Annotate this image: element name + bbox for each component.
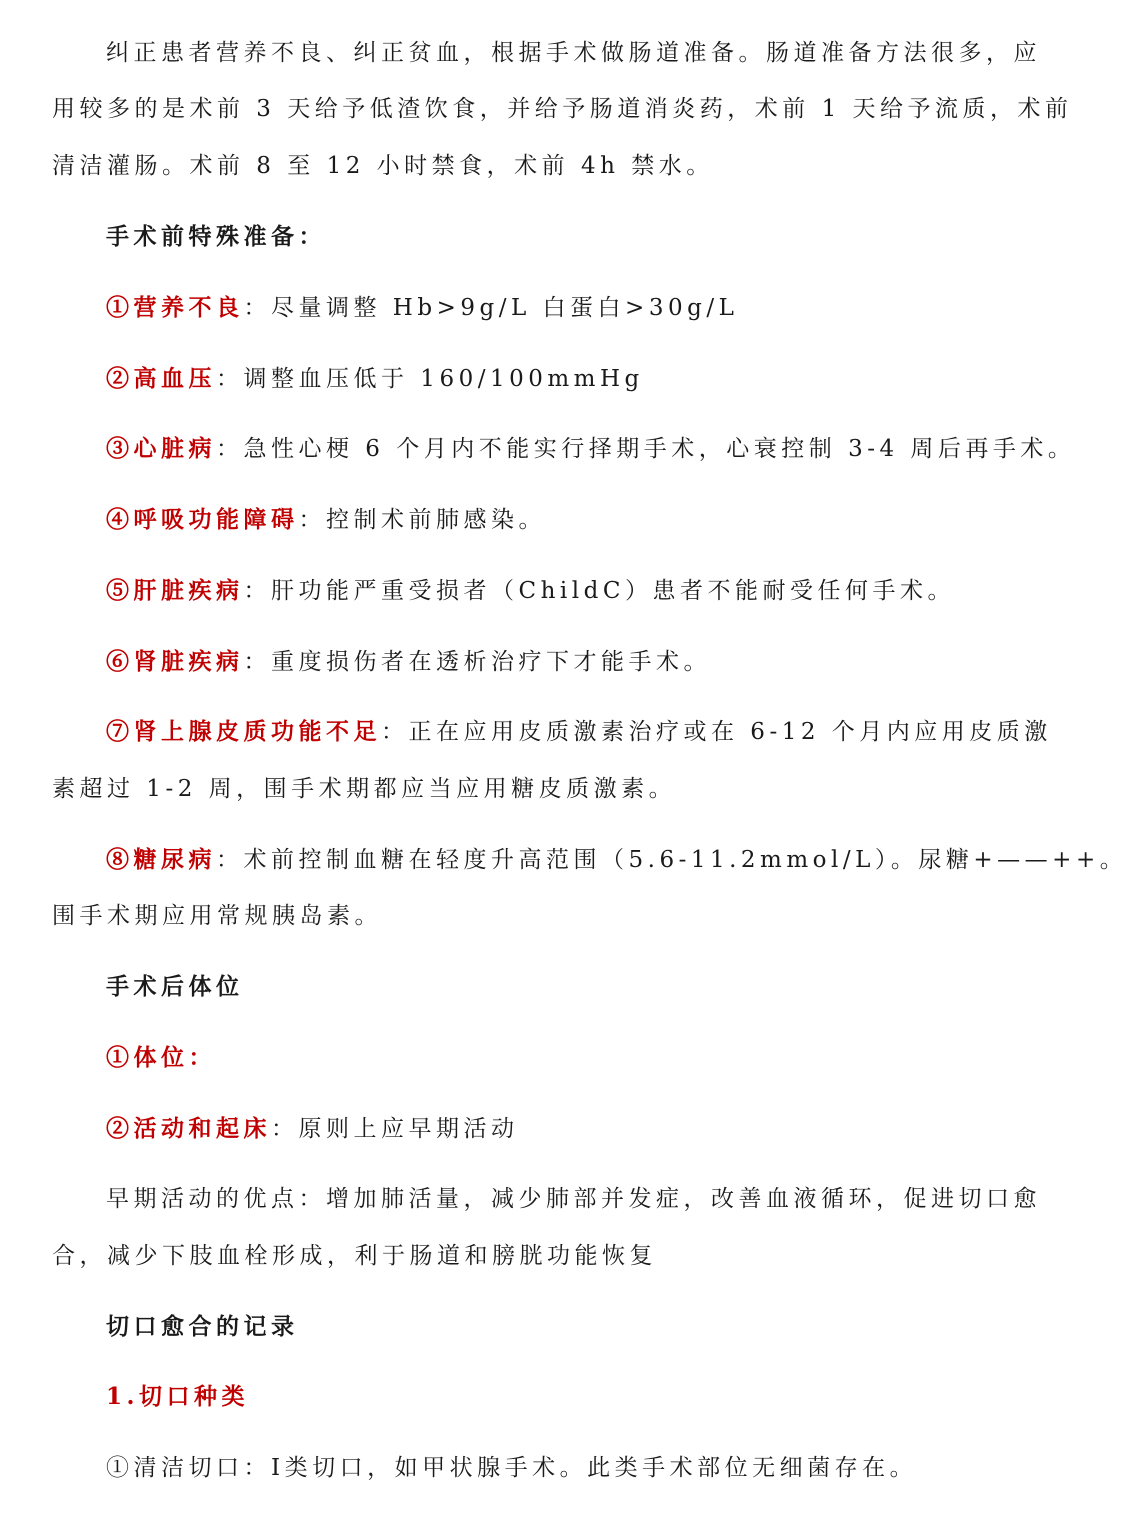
prep-item-heart-disease: [106, 434, 1076, 464]
prep-item-label: ①营养不良: [106, 294, 244, 321]
prep-item-label: ④呼吸功能障碍: [106, 506, 299, 533]
healing-item-text: Ⅰ类切口，如甲状腺手术。此类手术部位无细菌存在。: [271, 1455, 918, 1481]
prep-item-kidney: [106, 647, 1032, 677]
special-prep-heading: 手术前特殊准备：: [106, 223, 326, 250]
postop-item-position: [106, 1043, 1032, 1073]
prep-item-text: ：肝功能严重受损者（ChildC）患者不能耐受任何手术。: [243, 578, 955, 604]
postop-heading: 手术后体位: [106, 973, 244, 1000]
prep-item-diabetes-cont: 围手术期应用常规胰岛素。: [52, 903, 382, 929]
prep-item-hypertension: [106, 364, 1032, 394]
prep-item-label: ⑥肾脏疾病: [106, 648, 244, 675]
prep-item-adrenal-cont: 素超过 1-2 周，围手术期都应当应用糖皮质激素。: [52, 776, 677, 802]
prep-item-text: ：重度损伤者在透析治疗下才能手术。: [243, 649, 711, 675]
postop-item-text: ：原则上应早期活动: [271, 1116, 519, 1142]
prep-item-text: ：正在应用皮质激素治疗或在 6-12 个月内应用皮质激: [381, 719, 1052, 745]
advantages-line-2: 合，减少下肢血栓形成，利于肠道和膀胱功能恢复: [52, 1243, 657, 1269]
healing-heading: 切口愈合的记录: [106, 1313, 299, 1340]
prep-item-adrenal: [106, 717, 1052, 747]
prep-item-text: ：控制术前肺感染。: [298, 507, 546, 533]
prep-item-label: ⑦肾上腺皮质功能不足: [106, 718, 381, 745]
healing-subheading: 1.切口种类: [106, 1383, 250, 1410]
postop-item-activity: [106, 1114, 1032, 1144]
prep-item-text: ：急性心梗 6 个月内不能实行择期手术，心衰控制 3-4 周后再手术。: [216, 436, 1076, 462]
postop-item-label: ②活动和起床: [106, 1115, 271, 1142]
prep-item-text: ：术前控制血糖在轻度升高范围（5.6-11.2mmol/L）。尿糖+——++。: [216, 847, 1127, 873]
intro-line-3: 清洁灌肠。术前 8 至 12 小时禁食，术前 4h 禁水。: [52, 153, 714, 179]
intro-line-2: 用较多的是术前 3 天给予低渣饮食，并给予肠道消炎药，术前 1 天给予流质，术前: [52, 96, 1073, 122]
prep-item-liver: [106, 576, 1032, 606]
prep-item-text: ：尽量调整 Hb>9g/L 白蛋白>30g/L: [243, 295, 739, 321]
intro-line-1: 纠正患者营养不良、纠正贫血，根据手术做肠道准备。肠道准备方法很多，应: [106, 40, 1041, 66]
prep-item-label: ⑧糖尿病: [106, 846, 216, 873]
healing-item-clean: [106, 1453, 1032, 1483]
prep-item-text: ：调整血压低于 160/100mmHg: [216, 366, 644, 392]
prep-item-diabetes: [106, 845, 1127, 875]
prep-item-label: ⑤肝脏疾病: [106, 577, 244, 604]
postop-item-label: ①体位：: [106, 1044, 216, 1071]
prep-item-label: ②高血压: [106, 365, 216, 392]
prep-item-respiratory: [106, 505, 1032, 535]
prep-item-nutrition: [106, 293, 1032, 323]
healing-item-label: ①清洁切口：: [106, 1455, 271, 1481]
advantages-line-1: 早期活动的优点：增加肺活量，减少肺部并发症，改善血液循环，促进切口愈: [106, 1186, 1041, 1212]
prep-item-label: ③心脏病: [106, 435, 216, 462]
